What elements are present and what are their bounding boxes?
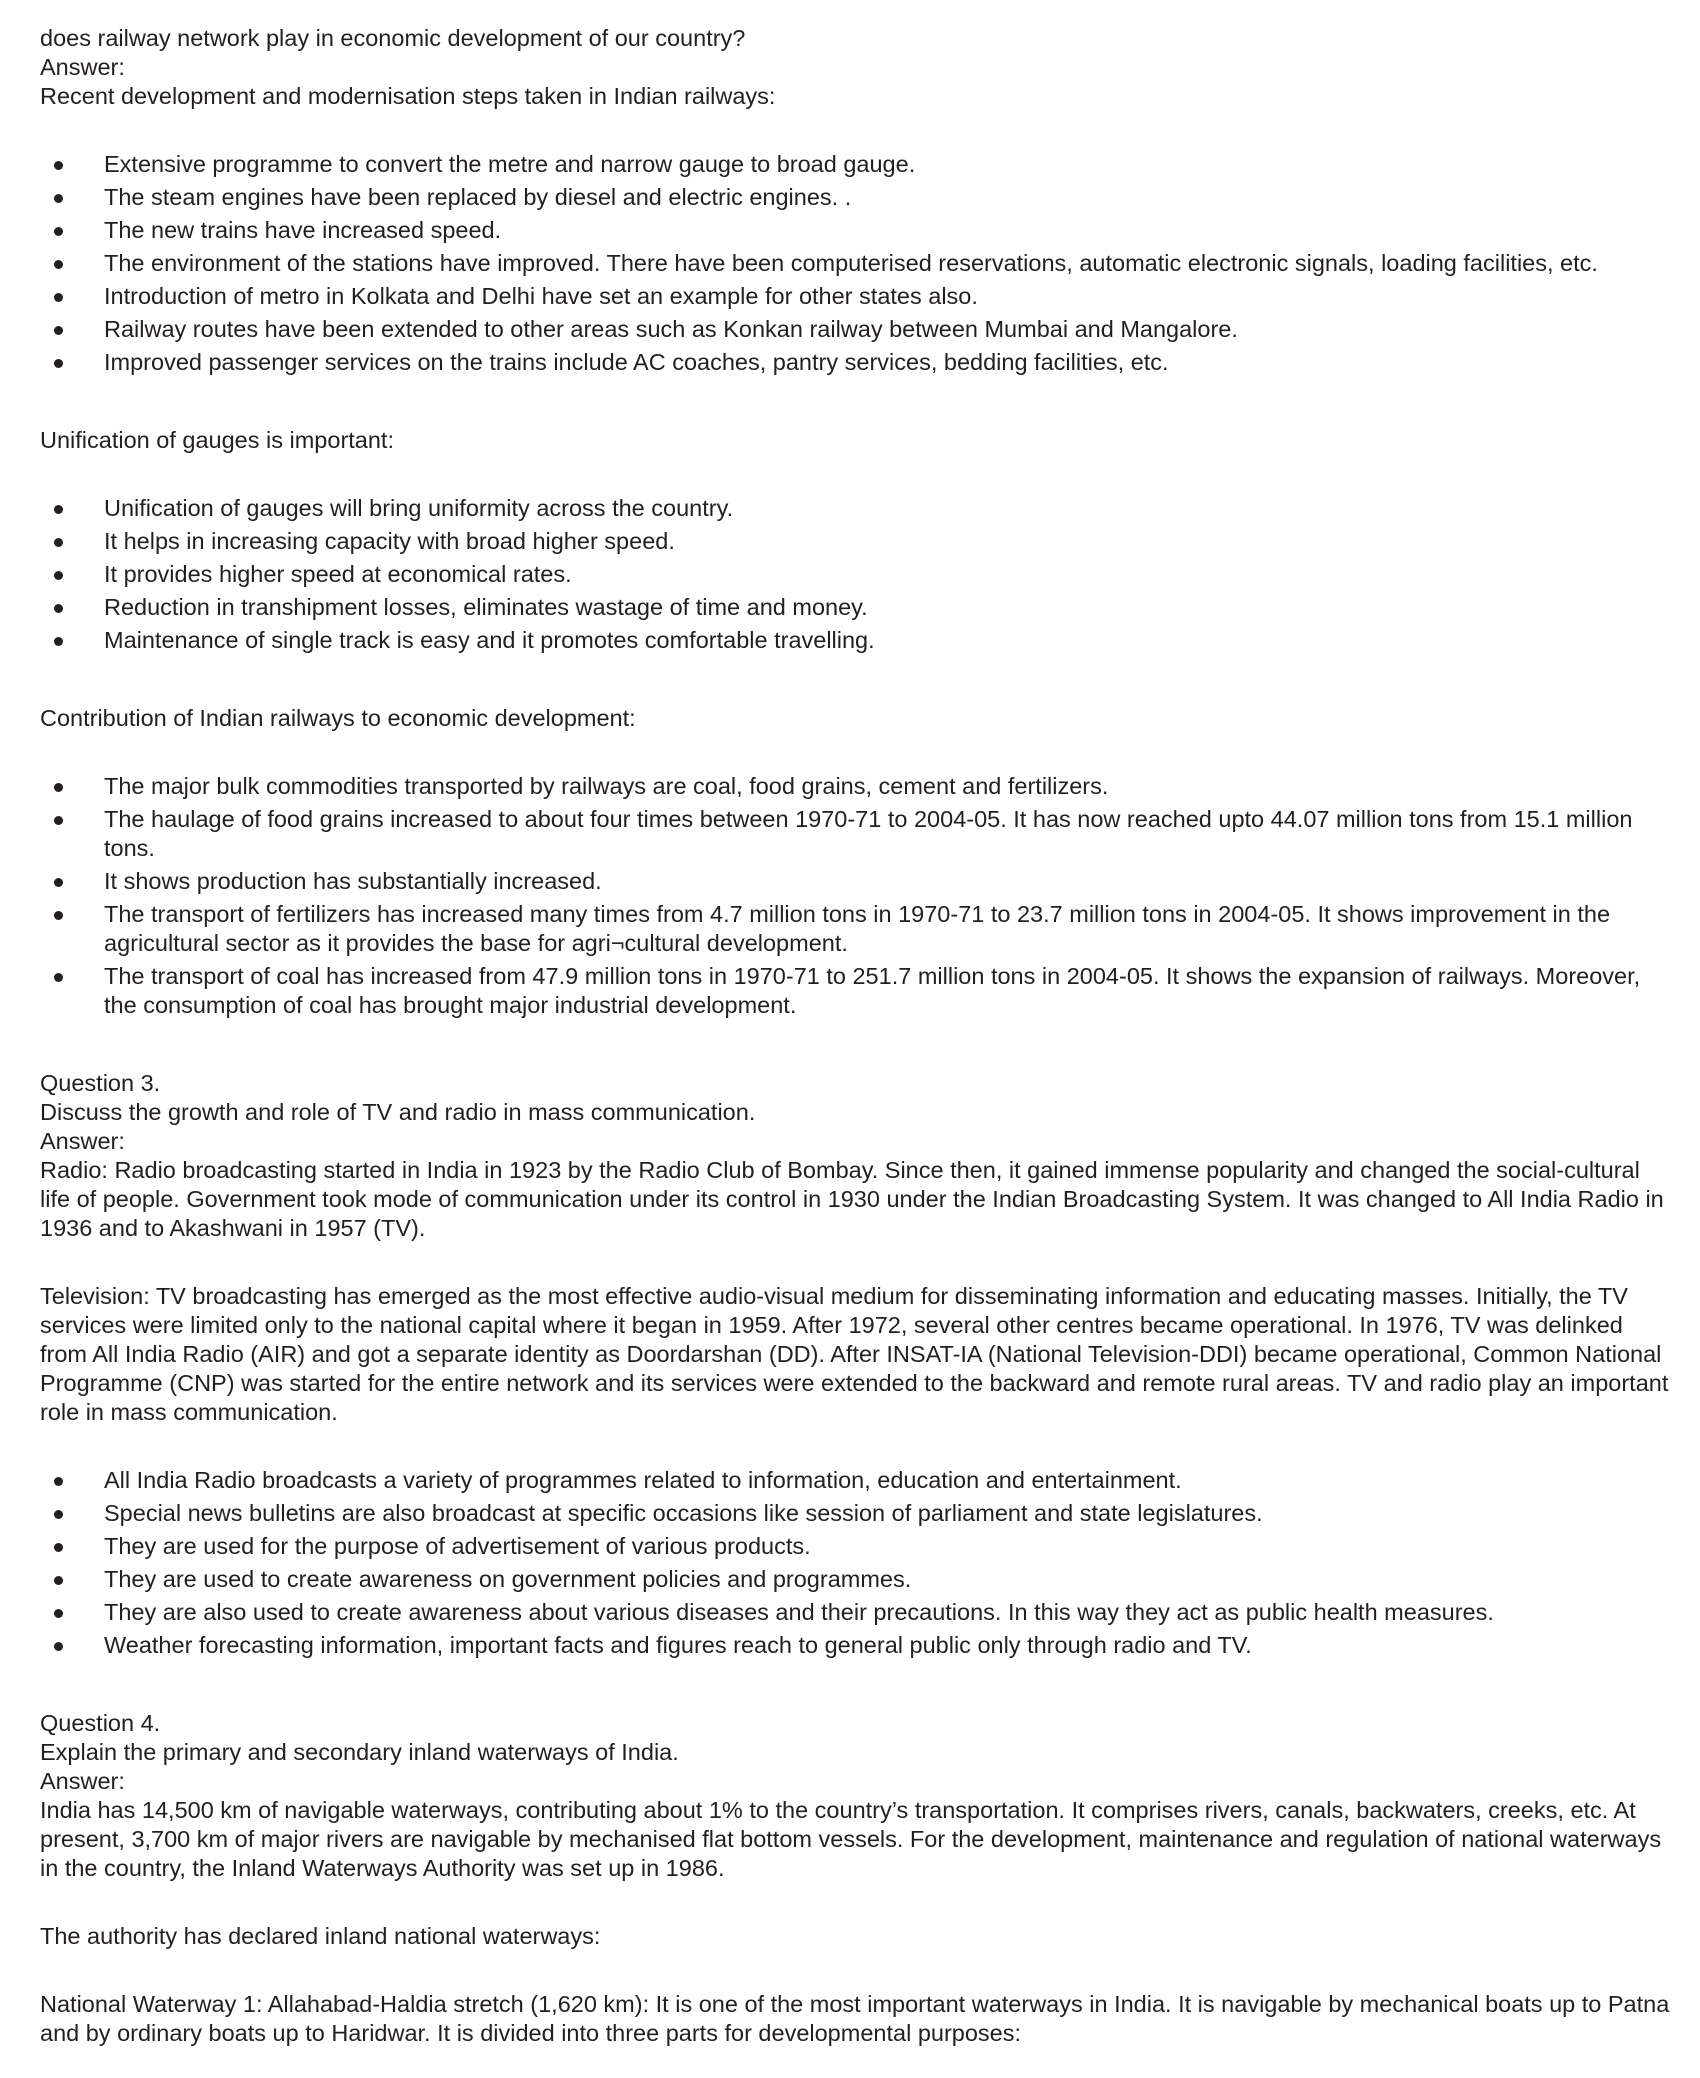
declared-waterways-heading: The authority has declared inland national waterways: bbox=[40, 1923, 601, 1949]
tv-radio-role-list bbox=[40, 1466, 1675, 1660]
waterways-intro-paragraph: India has 14,500 km of navigable waterways, contributing about 1% to the country’s transportation. It comprises rivers, canals, backwaters, creeks, etc. At present, 3,700 km of major rivers are navigable by mechanised flat bottom vessels. For the development, maintenance and regulation of national waterways in the country, the Inland Waterways Authority was set up in 1986. bbox=[40, 1797, 1662, 1881]
bullet-icon bbox=[54, 878, 63, 887]
question-3-text: Discuss the growth and role of TV and radio in mass communication. bbox=[40, 1099, 756, 1125]
bullet-icon bbox=[54, 326, 63, 335]
list-item: Extensive programme to convert the metre and narrow gauge to broad gauge. bbox=[40, 150, 1675, 179]
list-item: They are used for the purpose of advertisement of various products. bbox=[40, 1532, 1675, 1561]
modernisation-list bbox=[40, 150, 1675, 377]
bullet-icon bbox=[54, 911, 63, 920]
bullet-icon bbox=[54, 260, 63, 269]
bullet-icon bbox=[54, 1510, 63, 1519]
list-item: They are also used to create awareness about various diseases and their precautions. In this way they act as public health measures. bbox=[40, 1598, 1675, 1627]
bullet-icon bbox=[54, 783, 63, 792]
list-item: Reduction in transhipment losses, eliminates wastage of time and money. bbox=[40, 593, 1675, 622]
bullet-icon bbox=[54, 505, 63, 514]
bullet-icon bbox=[54, 359, 63, 368]
bullet-icon bbox=[54, 571, 63, 580]
question-2-tail: does railway network play in economic development of our country? bbox=[40, 25, 746, 51]
list-item: All India Radio broadcasts a variety of programmes related to information, education and entertainment. bbox=[40, 1466, 1675, 1495]
bullet-icon bbox=[54, 1543, 63, 1552]
bullet-icon bbox=[54, 1477, 63, 1486]
bullet-icon bbox=[54, 637, 63, 646]
list-item: The transport of fertilizers has increased many times from 4.7 million tons in 1970-71 to 23.7 million tons in 2004-05. It shows improvement in the agricultural sector as it provides the base for agri¬cultural development. bbox=[40, 900, 1675, 958]
list-item: The transport of coal has increased from 47.9 million tons in 1970-71 to 251.7 million tons in 2004-05. It shows the expansion of railways. Moreover, the consumption of coal has brought major industrial development. bbox=[40, 962, 1675, 1020]
list-item: Railway routes have been extended to other areas such as Konkan railway between Mumbai and Mangalore. bbox=[40, 315, 1675, 344]
section-heading-modernisation: Recent development and modernisation steps taken in Indian railways: bbox=[40, 83, 776, 109]
list-item: The haulage of food grains increased to about four times between 1970-71 to 2004-05. It has now reached upto 44.07 million tons from 15.1 million tons. bbox=[40, 805, 1675, 863]
list-item: It helps in increasing capacity with broad higher speed. bbox=[40, 527, 1675, 556]
section-heading-contribution: Contribution of Indian railways to economic development: bbox=[40, 705, 636, 731]
contribution-list bbox=[40, 772, 1675, 1020]
list-item: Introduction of metro in Kolkata and Delhi have set an example for other states also. bbox=[40, 282, 1675, 311]
list-item: The new trains have increased speed. bbox=[40, 216, 1675, 245]
list-item: Weather forecasting information, important facts and figures reach to general public only through radio and TV. bbox=[40, 1631, 1675, 1660]
question-4-label: Question 4. bbox=[40, 1710, 161, 1736]
bullet-icon bbox=[54, 227, 63, 236]
television-paragraph: Television: TV broadcasting has emerged as the most effective audio-visual medium for disseminating information and educating masses. Initially, the TV services were limited only to the national capital where it began in 1959. After 1972, several other centres became operational. In 1976, TV was delinked from All India Radio (AIR) and got a separate identity as Doordarshan (DD). After INSAT-IA (National Television-DDI) became operational, Common National Programme (CNP) was started for the entire network and its services were extended to the backward and remote rural areas. TV and radio play an important role in mass communication. bbox=[40, 1283, 1669, 1425]
list-item: Improved passenger services on the trains include AC coaches, pantry services, bedding facilities, etc. bbox=[40, 348, 1675, 377]
answer-label: Answer: bbox=[40, 1128, 125, 1154]
answer-label: Answer: bbox=[40, 54, 125, 80]
bullet-icon bbox=[54, 973, 63, 982]
bullet-icon bbox=[54, 538, 63, 547]
bullet-icon bbox=[54, 604, 63, 613]
bullet-icon bbox=[54, 293, 63, 302]
unification-list bbox=[40, 494, 1675, 655]
list-item: The steam engines have been replaced by diesel and electric engines. . bbox=[40, 183, 1675, 212]
national-waterway-1-paragraph: National Waterway 1: Allahabad-Haldia stretch (1,620 km): It is one of the most important waterways in India. It is navigable by mechanical boats up to Patna and by ordinary boats up to Haridwar. It is divided into three parts for developmental purposes: bbox=[40, 1991, 1670, 2046]
list-item: The environment of the stations have improved. There have been computerised reservations, automatic electronic signals, loading facilities, etc. bbox=[40, 249, 1675, 278]
bullet-icon bbox=[54, 161, 63, 170]
list-item: Maintenance of single track is easy and it promotes comfortable travelling. bbox=[40, 626, 1675, 655]
bullet-icon bbox=[54, 1576, 63, 1585]
answer-label: Answer: bbox=[40, 1768, 125, 1794]
question-3-label: Question 3. bbox=[40, 1070, 161, 1096]
list-item: It provides higher speed at economical rates. bbox=[40, 560, 1675, 589]
radio-paragraph: Radio: Radio broadcasting started in India in 1923 by the Radio Club of Bombay. Since then, it gained immense popularity and changed the social-cultural life of people. Government took mode of communication under its control in 1930 under the Indian Broadcasting System. It was changed to All India Radio in 1936 and to Akashwani in 1957 (TV). bbox=[40, 1157, 1664, 1241]
bullet-icon bbox=[54, 1642, 63, 1651]
question-4-text: Explain the primary and secondary inland waterways of India. bbox=[40, 1739, 679, 1765]
bullet-icon bbox=[54, 1609, 63, 1618]
list-item: It shows production has substantially increased. bbox=[40, 867, 1675, 896]
list-item: The major bulk commodities transported by railways are coal, food grains, cement and fertilizers. bbox=[40, 772, 1675, 801]
bullet-icon bbox=[54, 194, 63, 203]
list-item: Unification of gauges will bring uniformity across the country. bbox=[40, 494, 1675, 523]
list-item: They are used to create awareness on government policies and programmes. bbox=[40, 1565, 1675, 1594]
list-item: Special news bulletins are also broadcast at specific occasions like session of parliament and state legislatures. bbox=[40, 1499, 1675, 1528]
section-heading-unification: Unification of gauges is important: bbox=[40, 427, 394, 453]
bullet-icon bbox=[54, 816, 63, 825]
document-page bbox=[40, 24, 1675, 2048]
